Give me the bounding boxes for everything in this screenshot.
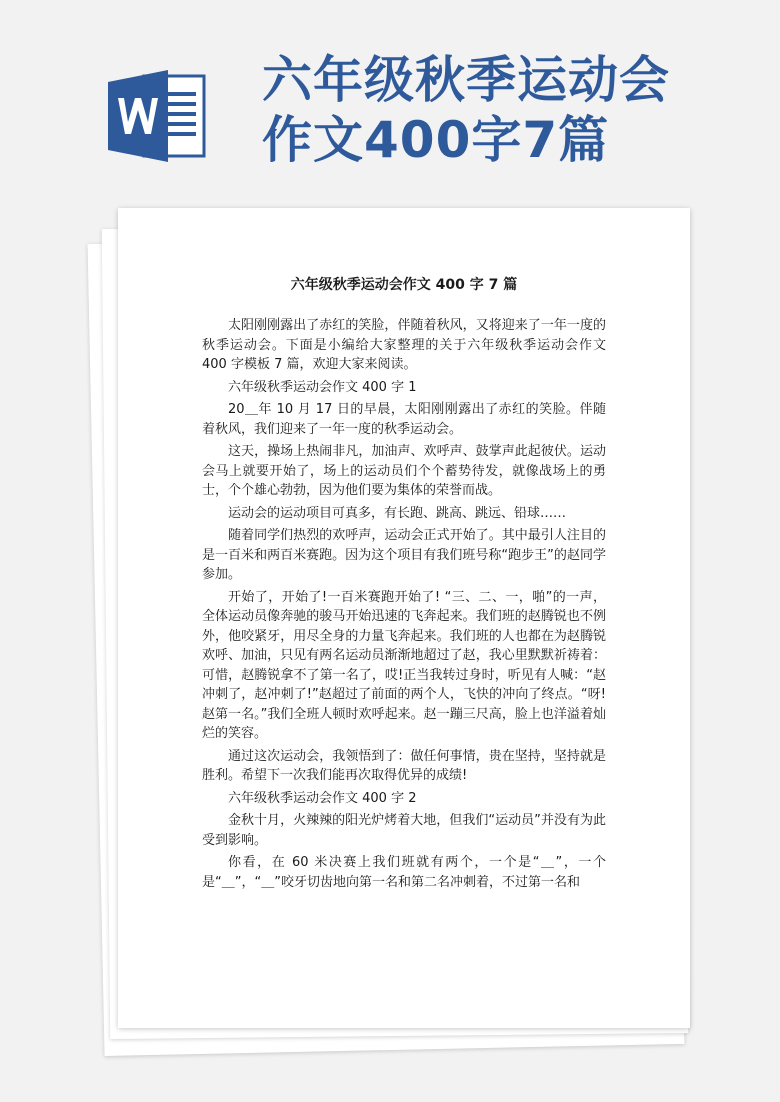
section-heading: 六年级秋季运动会作文 400 字 2: [228, 790, 417, 806]
cover-title: [262, 50, 762, 170]
section-heading: 六年级秋季运动会作文 400 字 1: [228, 379, 417, 395]
paragraph: 你看，在 60 米决赛上我们班就有两个，一个是“＿”，一个是“＿”，“＿”咬牙切齿地向第一名和第二名冲刺着，不过第一名和: [202, 855, 606, 890]
paragraph: 太阳刚刚露出了赤红的笑脸，伴随着秋风，又将迎来了一年一度的秋季运动会。下面是小编给大家整理的关于六年级秋季运动会作文 400 字模板 7 篇，欢迎大家来阅读。: [202, 318, 606, 372]
cover-title-line2: 作文400字7篇: [262, 111, 610, 169]
paragraph: 运动会的运动项目可真多，有长跑、跳高、跳远、铅球……: [228, 505, 567, 521]
word-document-icon: [108, 70, 208, 162]
document-body: [202, 316, 606, 895]
document-title: 六年级秋季运动会作文 400 字 7 篇: [290, 277, 518, 293]
paragraph: 随着同学们热烈的欢呼声，运动会正式开始了。其中最引人注目的是一百米和两百米赛跑。因为这个项目有我们班号称“跑步王”的赵同学参加。: [202, 528, 606, 582]
paragraph: 通过这次运动会，我领悟到了：做任何事情，贵在坚持，坚持就是胜利。希望下一次我们能再次取得优异的成绩!: [202, 748, 606, 783]
paragraph: 开始了，开始了!一百米赛跑开始了! “三、二、一，啪”的一声，全体运动员像奔驰的骏马开始迅速的飞奔起来。我们班的赵腾锐也不例外，他咬紧牙，用尽全身的力量飞奔起来。我们班的人也都在为赵腾锐欢呼、加油，只见有两名运动员渐渐地超过了赵，我心里默默祈祷着：可惜，赵腾锐拿不了第一名了，哎!正当我转过身时，听见有人喊：“赵冲刺了，赵冲刺了!”赵超过了前面的两个人，飞快的冲向了终点。“呀!赵第一名。”我们全班人顿时欢呼起来。赵一蹦三尺高，脸上也洋溢着灿烂的笑容。: [202, 589, 606, 741]
paragraph: 金秋十月，火辣辣的阳光炉烤着大地，但我们“运动员”并没有为此受到影响。: [202, 813, 606, 848]
paragraph: 20＿年 10 月 17 日的早晨，太阳刚刚露出了赤红的笑脸。伴随着秋风，我们迎来了一年一度的秋季运动会。: [202, 402, 606, 437]
document-page: [118, 208, 690, 1028]
paragraph: 这天，操场上热闹非凡，加油声、欢呼声、鼓掌声此起彼伏。运动会马上就要开始了，场上的运动员们个个蓄势待发，就像战场上的勇士，个个雄心勃勃，因为他们要为集体的荣誉而战。: [202, 444, 606, 498]
cover-title-line1: 六年级秋季运动会: [262, 51, 670, 109]
cover-header: [0, 0, 780, 200]
